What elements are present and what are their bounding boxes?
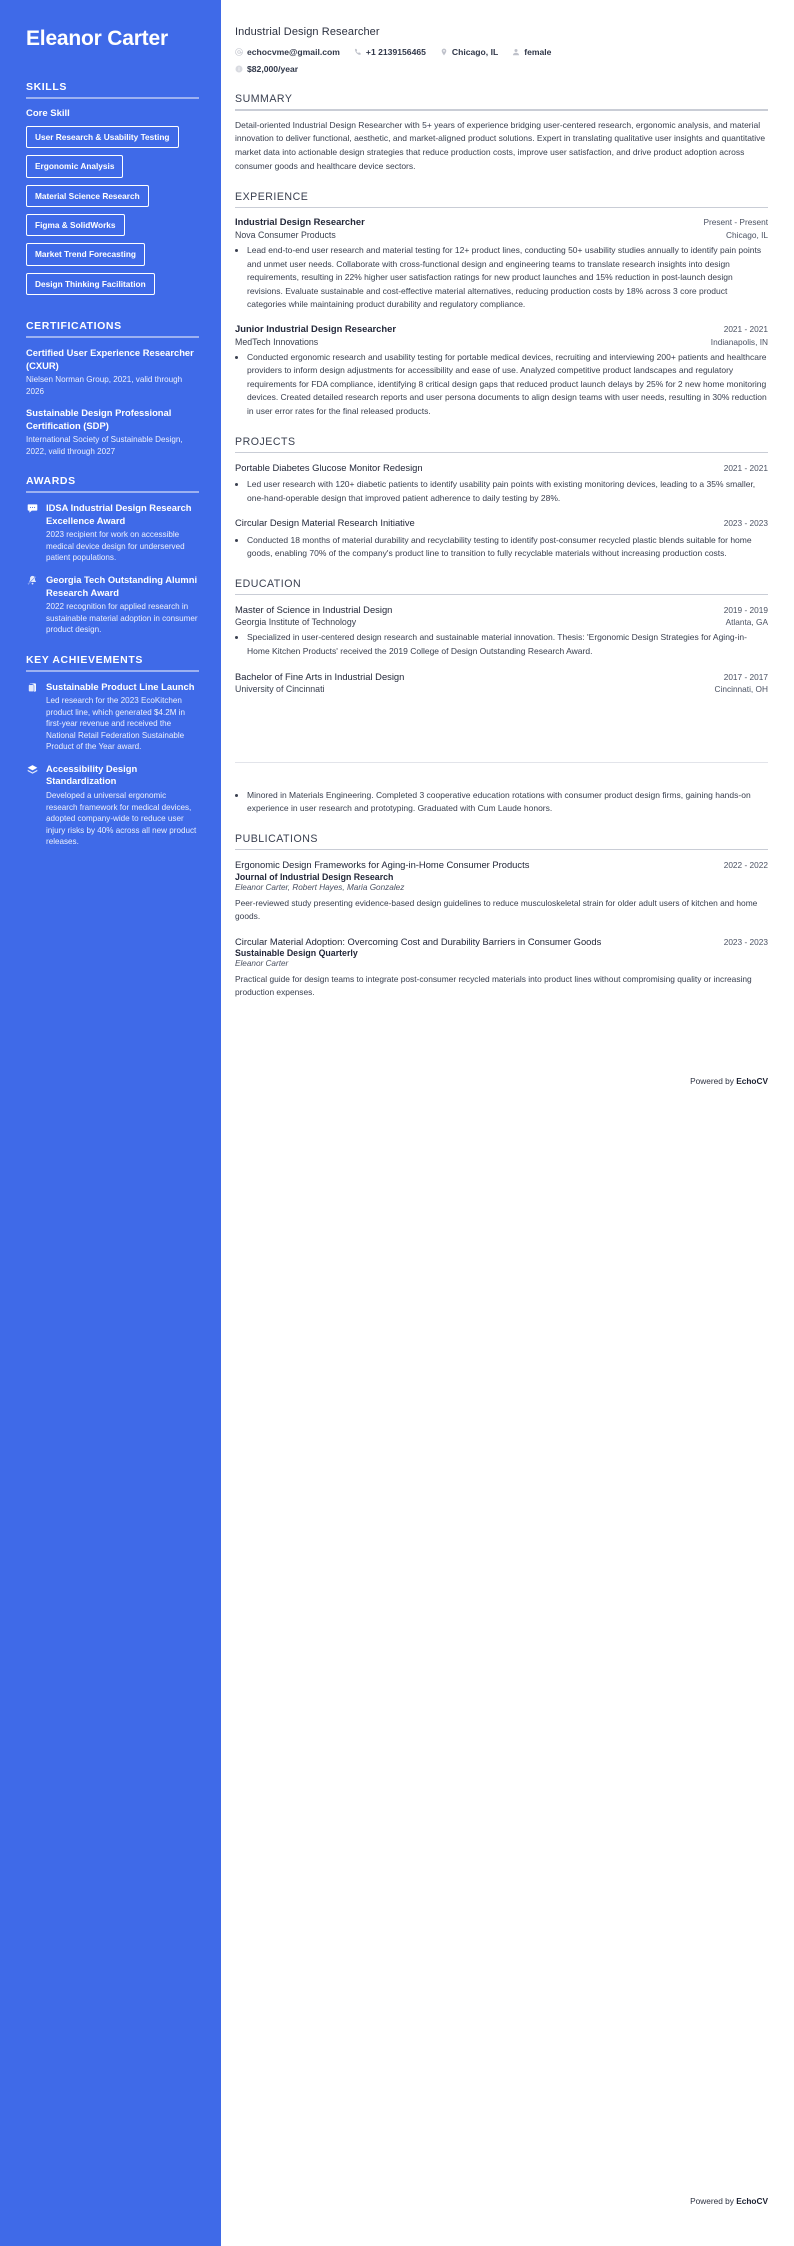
education-header bbox=[235, 603, 768, 616]
education-date: 2019 - 2019 bbox=[723, 605, 768, 616]
section-divider-publications bbox=[235, 849, 768, 851]
section-experience bbox=[235, 191, 768, 419]
education-subheader bbox=[235, 684, 768, 694]
core-skill-label: Core Skill bbox=[26, 108, 70, 120]
powered-by-footer-page2 bbox=[690, 2196, 768, 2206]
education-bullets-continued bbox=[235, 789, 768, 816]
experience-subheader bbox=[235, 337, 768, 347]
sidebar-divider-key-achievements bbox=[26, 670, 199, 672]
section-divider-projects bbox=[235, 452, 768, 454]
project-date: 2023 - 2023 bbox=[723, 518, 768, 529]
education-location: Atlanta, GA bbox=[725, 617, 768, 628]
education-location: Cincinnati, OH bbox=[714, 683, 768, 694]
experience-bullet: • Lead end-to-end user research and material testing for 12+ product lines, conducting 50+ usability studies annually to identify pain points and unmet user needs. Collaborate with cross-functional design and engineering teams to translate research insights into design requirements, resulting in 22% higher user satisfaction ratings for new product launches and 15% reduction in post-launch design revisions. Evaluate sustainable and cost-effective material alternatives, reducing production costs by 18% across 3 core product categories while maintaining product durability and regulatory compliance. bbox=[247, 244, 768, 312]
education-school: University of Cincinnati bbox=[235, 683, 325, 694]
powered-by-footer-page1 bbox=[690, 1076, 768, 1086]
section-summary bbox=[235, 93, 768, 174]
publication-title: Circular Material Adoption: Overcoming Cost and Durability Barriers in Consumer Goods bbox=[235, 935, 602, 947]
award-body bbox=[46, 502, 199, 564]
contact-salary-value: $82,000/year bbox=[247, 63, 299, 74]
powered-brand: EchoCV bbox=[736, 2196, 768, 2206]
experience-company: Nova Consumer Products bbox=[235, 229, 336, 240]
education-entry bbox=[235, 603, 768, 658]
main-content bbox=[221, 0, 794, 2246]
skill-chip: Ergonomic Analysis bbox=[26, 155, 123, 177]
key-achievement-title: Sustainable Product Line Launch bbox=[46, 680, 195, 692]
section-projects bbox=[235, 436, 768, 561]
experience-header bbox=[235, 323, 768, 336]
section-title-publications: PUBLICATIONS bbox=[235, 832, 318, 845]
award-item bbox=[26, 502, 199, 564]
education-degree: Master of Science in Industrial Design bbox=[235, 604, 393, 616]
publication-authors: Eleanor Carter bbox=[235, 958, 289, 968]
experience-entry bbox=[235, 323, 768, 419]
person-icon bbox=[512, 48, 520, 56]
sidebar-section-title-awards: AWARDS bbox=[26, 475, 76, 488]
experience-bullets bbox=[235, 244, 768, 312]
section-title-projects: PROJECTS bbox=[235, 435, 296, 448]
sidebar-divider-skills bbox=[26, 97, 199, 99]
skill-chip: Material Science Research bbox=[26, 185, 149, 207]
project-name: Circular Design Material Research Initiative bbox=[235, 517, 415, 529]
headline-job-title: Industrial Design Researcher bbox=[235, 26, 380, 38]
publication-journal: Journal of Industrial Design Research bbox=[235, 871, 394, 882]
page-break-divider bbox=[235, 762, 768, 763]
experience-location: Indianapolis, IN bbox=[710, 336, 768, 347]
project-bullet: • Conducted 18 months of material durability and recyclability testing to identify post-consumer recycled plastic blends suitable for home goods, enabling 70% of the company's product line to transition to fully recyclable materials without increasing production costs. bbox=[247, 534, 768, 561]
key-achievement-item bbox=[26, 681, 199, 753]
project-bullets bbox=[235, 478, 768, 505]
publication-description: Practical guide for design teams to integrate post-consumer recycled materials into product lines without compromising quality or increasing production expenses. bbox=[235, 973, 752, 998]
skill-chip: Design Thinking Facilitation bbox=[26, 273, 155, 295]
sidebar-divider-awards bbox=[26, 491, 199, 493]
certification-item bbox=[26, 347, 199, 397]
publication-authors: Eleanor Carter, Robert Hayes, Maria Gonzalez bbox=[235, 882, 405, 892]
email-icon bbox=[235, 48, 243, 56]
key-achievement-description: Developed a universal ergonomic research framework for medical devices, adopted company-wide to reduce user injury risks by 40% across all new product releases. bbox=[46, 791, 197, 847]
publication-header bbox=[235, 858, 768, 871]
section-title-education: EDUCATION bbox=[235, 577, 302, 590]
certification-name: Sustainable Design Professional Certification (SDP) bbox=[26, 407, 172, 431]
key-achievement-description: Led research for the 2023 EcoKitchen product line, which generated $4.2M in first-year revenue and received the National Retail Federation Sustainable Product of the Year award. bbox=[46, 696, 186, 752]
section-publications bbox=[235, 833, 768, 1000]
project-bullet: • Led user research with 120+ diabetic patients to identify usability pain points with existing monitoring devices, leading to a 35% smaller, one-hand-operable design that improved patient adherence to daily testing by 28%. bbox=[247, 478, 768, 505]
experience-company: MedTech Innovations bbox=[235, 336, 319, 347]
publication-entry bbox=[235, 935, 768, 1000]
project-entry bbox=[235, 461, 768, 505]
contact-salary bbox=[235, 62, 298, 77]
skill-chip-list bbox=[26, 126, 199, 302]
section-divider-education bbox=[235, 594, 768, 596]
project-bullets bbox=[235, 534, 768, 561]
sidebar-section-title-skills: SKILLS bbox=[26, 81, 67, 94]
certification-name: Certified User Experience Researcher (CXUR) bbox=[26, 346, 194, 371]
experience-header bbox=[235, 216, 768, 229]
powered-prefix: Powered by bbox=[690, 1076, 737, 1086]
project-entry bbox=[235, 516, 768, 560]
contact-location-value: Chicago, IL bbox=[451, 47, 499, 57]
summary-text: Detail-oriented Industrial Design Researcher with 5+ years of experience bridging user-centered research, ergonomic analysis, and material innovation to deliver functional, aesthetic, and market-aligned product solutions. Expert in translating qualitative user insights and quantitative market data into actionable design strategies that reduce production costs, improve user satisfaction, and drive product adoption across consumer goods and healthcare device sectors. bbox=[235, 119, 766, 172]
award-title: Georgia Tech Outstanding Alumni Research Award bbox=[46, 573, 198, 598]
key-achievement-body bbox=[46, 763, 199, 848]
layers-icon bbox=[26, 763, 39, 775]
section-title-summary: SUMMARY bbox=[235, 93, 293, 106]
location-icon bbox=[440, 48, 448, 56]
award-title: IDSA Industrial Design Research Excellence Award bbox=[46, 502, 192, 526]
education-header bbox=[235, 670, 768, 683]
skill-chip: User Research & Usability Testing bbox=[26, 126, 179, 148]
section-divider-experience bbox=[235, 207, 768, 209]
skill-chip: Market Trend Forecasting bbox=[26, 243, 145, 265]
powered-prefix: Powered by bbox=[690, 2196, 737, 2206]
education-school: Georgia Institute of Technology bbox=[235, 617, 357, 628]
powered-brand: EchoCV bbox=[736, 1076, 768, 1086]
project-header bbox=[235, 516, 768, 529]
section-divider-summary bbox=[235, 109, 768, 111]
experience-date: Present - Present bbox=[703, 217, 768, 228]
skill-chip: Figma & SolidWorks bbox=[26, 214, 125, 236]
publication-date: 2022 - 2022 bbox=[723, 860, 768, 871]
education-bullet: • Minored in Materials Engineering. Completed 3 cooperative education rotations with consumer product design firms, gaining hands-on experience in user research and prototyping. Graduated with Cum Laude honors. bbox=[247, 789, 768, 816]
phone-icon bbox=[354, 48, 362, 56]
education-continued bbox=[235, 789, 768, 816]
contact-phone-value: +1 2139156465 bbox=[365, 47, 426, 57]
experience-bullet: • Conducted ergonomic research and usability testing for portable medical devices, recruiting and interviewing 200+ patients and healthcare providers to inform design adjustments for accessibility and ease of use. Analyzed competitive product landscapes and regulatory requirements for FDA compliance, identifying 8 critical design gaps that reduced product launch delays by 25% for 2 new home monitoring devices. Created detailed research reports and user persona documents to align design teams with user needs, resulting in 30% reduction in user error rates for the final released products. bbox=[247, 351, 768, 419]
publication-header bbox=[235, 935, 768, 948]
sidebar-divider-certifications bbox=[26, 336, 199, 338]
contact-gender bbox=[512, 45, 551, 60]
sidebar-section-title-certifications: CERTIFICATIONS bbox=[26, 319, 122, 332]
experience-location: Chicago, IL bbox=[726, 229, 768, 240]
education-subheader bbox=[235, 617, 768, 627]
education-entry bbox=[235, 670, 768, 694]
education-bullet: • Specialized in user-centered design research and sustainable material innovation. Thesis: 'Ergonomic Design Strategies for Aging-in-Home Kitchen Products' received the 2019 College of Design Outstanding Research Award. bbox=[247, 631, 768, 658]
sidebar bbox=[0, 0, 221, 2246]
publication-entry bbox=[235, 858, 768, 923]
publication-journal: Sustainable Design Quarterly bbox=[235, 947, 358, 958]
award-description: 2023 recipient for work on accessible medical device design for underserved patient populations. bbox=[46, 530, 185, 563]
bell-off-icon bbox=[26, 574, 39, 586]
candidate-name: Eleanor Carter bbox=[26, 27, 168, 50]
experience-entry bbox=[235, 216, 768, 312]
experience-date: 2021 - 2021 bbox=[723, 323, 768, 334]
section-education bbox=[235, 578, 768, 694]
contact-email bbox=[235, 45, 340, 60]
experience-bullets bbox=[235, 351, 768, 419]
award-description: 2022 recognition for applied research in sustainable material adoption in consumer product design. bbox=[46, 602, 198, 635]
key-achievement-body bbox=[46, 681, 199, 753]
education-date: 2017 - 2017 bbox=[723, 671, 768, 682]
contact-row-secondary bbox=[235, 62, 768, 77]
contact-email-value: echocvme@gmail.com bbox=[247, 47, 340, 57]
sidebar-section-title-key-achievements: KEY ACHIEVEMENTS bbox=[26, 653, 143, 666]
contact-location bbox=[440, 45, 498, 60]
award-body bbox=[46, 574, 199, 636]
key-achievement-item bbox=[26, 763, 199, 848]
project-date: 2021 - 2021 bbox=[723, 463, 768, 474]
salary-icon bbox=[235, 65, 243, 73]
award-item bbox=[26, 574, 199, 636]
education-bullets bbox=[235, 631, 768, 658]
project-header bbox=[235, 461, 768, 474]
experience-role: Industrial Design Researcher bbox=[235, 216, 365, 228]
key-achievement-title: Accessibility Design Standardization bbox=[46, 762, 138, 787]
experience-role: Junior Industrial Design Researcher bbox=[235, 322, 396, 334]
contact-phone bbox=[354, 45, 426, 60]
chat-bubble-icon bbox=[26, 502, 39, 514]
experience-subheader bbox=[235, 230, 768, 240]
contact-row bbox=[235, 45, 768, 60]
project-name: Portable Diabetes Glucose Monitor Redesign bbox=[235, 462, 423, 474]
publication-date: 2023 - 2023 bbox=[723, 936, 768, 947]
publication-title: Ergonomic Design Frameworks for Aging-in-Home Consumer Products bbox=[235, 859, 530, 871]
clipboard-icon bbox=[26, 681, 39, 693]
certification-item bbox=[26, 407, 199, 457]
section-title-experience: EXPERIENCE bbox=[235, 190, 309, 203]
contact-gender-value: female bbox=[524, 47, 552, 57]
publication-description: Peer-reviewed study presenting evidence-based design guidelines to reduce musculoskeletal strain for older adult users of kitchen and home goods. bbox=[235, 897, 758, 922]
education-degree: Bachelor of Fine Arts in Industrial Design bbox=[235, 670, 405, 682]
certification-meta: Nielsen Norman Group, 2021, valid through 2026 bbox=[26, 375, 183, 396]
certification-meta: International Society of Sustainable Design, 2022, valid through 2027 bbox=[26, 435, 183, 456]
